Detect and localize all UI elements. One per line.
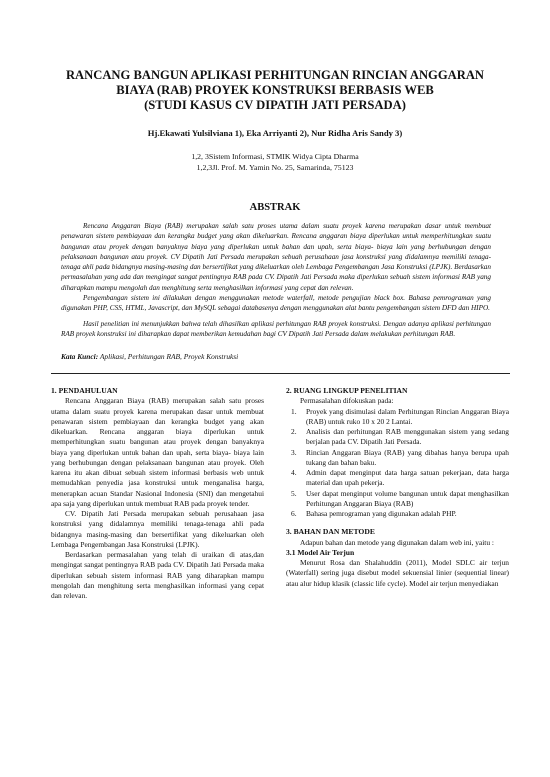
list-number: 5. (291, 488, 297, 498)
title-line-2: BIAYA (RAB) PROYEK KONSTRUKSI BERBASIS WEB (116, 83, 434, 97)
list-item (286, 407, 509, 428)
subsection-heading-air-terjun: 3.1 Model Air Terjun (286, 547, 355, 557)
left-column (51, 386, 264, 601)
scope-list (286, 407, 509, 520)
list-item (286, 509, 509, 519)
section-heading-pendahuluan: 1. PENDAHULUAN (51, 386, 118, 395)
list-text: Rincian Anggaran Biaya (RAB) yang dibahas hanya berupa upah tukang dan bahan baku. (306, 447, 509, 467)
list-number: 2. (291, 427, 297, 436)
air-terjun-paragraph: Menurut Rosa dan Shalahuddin (2011), Model SDLC air terjun (Waterfall) sering juga disebut model sekuensial linier (sequential linear) atau alur hidup klasik (classic life cycle). Model air terjun menyediakan (286, 558, 509, 588)
list-text: User dapat menginput volume bangunan untuk dapat menghasilkan Perhitungan Anggaran Biaya (RAB) (306, 488, 509, 508)
list-number: 3. (291, 447, 297, 457)
list-text: Analisis dan perhitungan RAB menggunakan sistem yang sedang berjalan pada CV. Dipatih Jati Persada. (306, 427, 509, 447)
divider-rule (51, 373, 510, 374)
list-number: 4. (291, 468, 297, 477)
list-item (286, 427, 509, 448)
abstract-body (61, 221, 491, 339)
list-item (286, 489, 509, 510)
metode-paragraph: Adapun bahan dan metode yang digunakan dalam web ini, yaitu : (300, 537, 494, 547)
spacer (286, 519, 509, 527)
list-text: Proyek yang disimulasi dalam Perhitungan Rincian Anggaran Biaya (RAB) untuk ruko 10 x 20 2 Lantai. (306, 406, 509, 426)
affiliation-line-2: 1,2,3Jl. Prof. M. Yamin No. 25, Samarinda, 75123 (196, 163, 354, 172)
list-text: Bahasa pemrograman yang digunakan adalah PHP. (306, 509, 457, 518)
affiliation-line-1: 1,2, 3Sistem Informasi, STMIK Widya Cipta Dharma (191, 152, 359, 161)
keywords (61, 352, 491, 361)
paper-title (40, 68, 510, 113)
list-item (286, 448, 509, 469)
authors: Hj.Ekawati Yulsilviana 1), Eka Arriyanti 2), Nur Ridha Aris Sandy 3) (147, 128, 403, 138)
intro-paragraph-3: Berdasarkan permasalahan yang telah di uraikan di atas,dan mengingat sangat pentingnya RAB pada CV. Dipatih Jati Persada maka diperlukan sebuah sistem informasi RAB yang diharapkan mampu mengolah dan menghitung serta menghasilkan informasi yang cepat dan relevan. (51, 550, 264, 600)
list-number: 1. (291, 406, 297, 416)
abstract-heading: ABSTRAK (249, 202, 301, 213)
intro-paragraph-2: CV. Dipatih Jati Persada merupakan sebuah perusahaan jasa konstruksi yang didalamnya memiliki tenaga-tenaga ahli pada bidangnya masing-masing dan bersertifikat yang dikeluarkan oleh Lembaga Pengembangan Jasa Konstruksi (LPJK). (51, 509, 264, 549)
list-number: 6. (291, 509, 297, 518)
title-line-1: RANCANG BANGUN APLIKASI PERHITUNGAN RINCIAN ANGGARAN (65, 68, 485, 82)
affiliation (40, 151, 510, 173)
list-text: Admin dapat menginput data harga satuan pekerjaan, data harga material dan upah pekerja. (306, 468, 509, 488)
abstract-paragraph-1: Rencana Anggaran Biaya (RAB) merupakan salah satu proses utama dalam suatu proyek karena merupakan dasar untuk membuat penawaran sistem pembiayaan dan kerangka budget yang akan dikeluarkan. Rencana anggaran biaya diperlukan untuk memperhitungkan suatu bangunan atau proyek dengan banyaknya biaya yang diperlukan untuk bahan dan upah, serta biaya- biaya lain yang berhubungan dengan pelaksanaan bangunan atau proyek. CV Dipatih Jati Persada merupakan sebuah perusahaan jasa konstruksi yang didalamnya memiliki tenaga-tenaga ahli pada bidangnya masing-masing dan bersertifikat yang dikeluarkan oleh Lembaga Pengembangan Jasa Konstruksi (LPJK). Berdasarkan permasalahan yang ada dan mengingat sangat pentingnya RAB pada CV. Dipatih Jati Persada maka diperlukan sebuah sistem informasi RAB yang diharapkan mampu mengolah dan menghitung serta menghasilkan informasi yang cepat dan relevan. (61, 222, 491, 292)
section-heading-ruang-lingkup: 2. RUANG LINGKUP PENELITIAN (286, 386, 408, 395)
right-column (286, 386, 509, 589)
list-item (286, 468, 509, 489)
keywords-label: Kata Kunci: (61, 352, 99, 361)
section-heading-bahan-metode: 3. BAHAN DAN METODE (286, 527, 375, 537)
keywords-text: Aplikasi, Perhitungan RAB, Proyek Konstruksi (98, 352, 239, 361)
intro-paragraph-1: Rencana Anggaran Biaya (RAB) merupakan salah satu proses utama dalam suatu proyek karena merupakan dasar untuk membuat penawaran sistem pembiayaan dan kerangka budget yang akan dikeluarkan. Rencana anggaran biaya diperlukan untuk memperhitungkan suatu bangunan atau proyek dengan banyaknya biaya yang diperlukan untuk bahan dan upah, serta biaya- biaya lain yang berhubungan dengan pelaksanaan bangunan atau proyek. Oleh karena itu akan dibuat sebuah sistem informasi berbasis web untuk memudahkan penyedia jasa konstruksi untuk menganalisa harga, menerapkan acuan Standar Nasional Indonesia (SNI) dan mengetahui apa saja yang diperlukan untuk membuat RAB pada proyek tender. (51, 396, 264, 508)
abstract-paragraph-2: Pengembangan sistem ini dilakukan dengan menggunakan metode waterfall, metode pengujian black box. Bahasa pemrograman yang digunakan PHP, CSS, HTML, Javascript, dan MySQL sebagai databasenya dengan menggunakan alat bantu pengembangan sistem DFD dan HIPO. (61, 294, 491, 313)
title-line-3: (STUDI KASUS CV DIPATIH JATI PERSADA) (144, 98, 406, 112)
scope-intro: Permasalahan difokuskan pada: (300, 396, 394, 406)
abstract-paragraph-3: Hasil penelitian ini menunjukkan bahwa telah dihasilkan aplikasi perhitungan RAB proyek konstruksi. Dengan adanya aplikasi perhitungan RAB proyek konstruksi ini diharapkan dapat memberikan kemudahan bagi CV Dipatih Jati Persada dalam melakukan perhitungan RAB. (61, 319, 491, 338)
